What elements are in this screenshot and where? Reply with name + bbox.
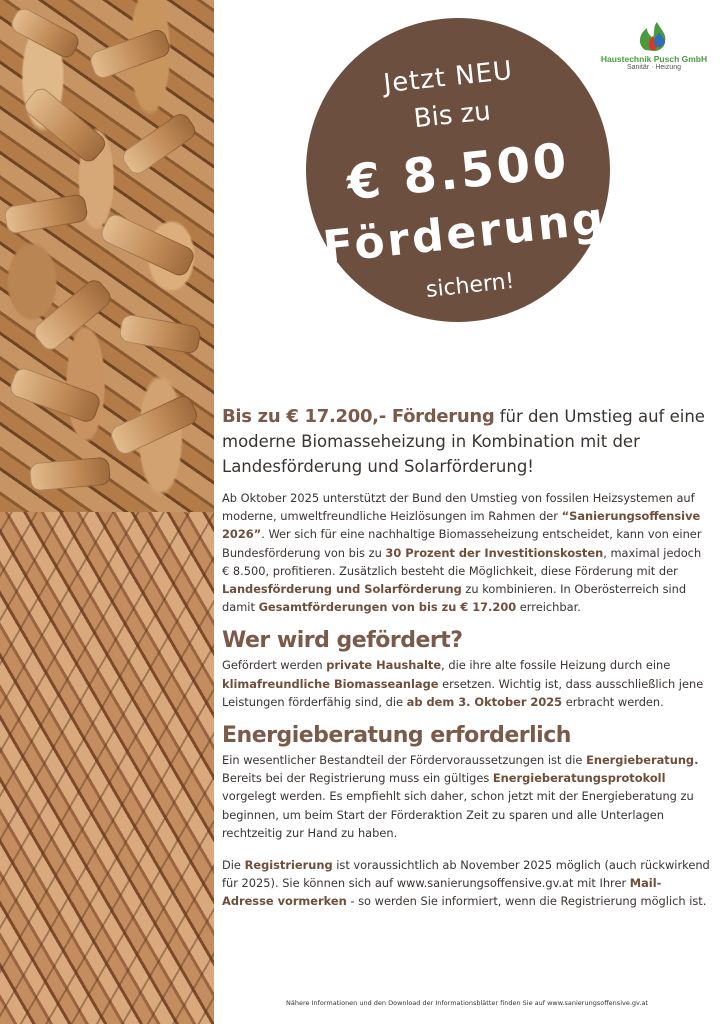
intro-text: , maximal jedoch € 8.500, profitieren. Zusätzlich besteht die Möglichkeit, diese Förderung mit der — [222, 545, 702, 578]
footer-note: Nähere Informationen und den Download der Informationsblätter finden Sie auf www.sanierungsoffensive.gv.at — [286, 999, 648, 1007]
photo-column — [0, 0, 214, 1024]
energy-text: Ein wesentlicher Bestandteil der Fördervoraussetzungen ist die — [222, 753, 587, 768]
who-text: erbracht werden. — [562, 694, 664, 709]
who-bold: private Haushalte — [326, 658, 442, 673]
registration-bold: Mail-Adresse vormerken — [222, 876, 662, 909]
company-logo — [596, 20, 712, 71]
who-text: ersetzen. Wichtig ist, dass ausschließlich jene Leistungen förderfähig sind, die — [222, 676, 704, 709]
badge-new: Jetzt NEU — [382, 55, 515, 100]
who-bold: klimafreundliche Biomasseanlage — [222, 676, 439, 691]
flame-drop-icon — [637, 20, 671, 52]
energy-bold: Energieberatung. — [586, 753, 699, 768]
intro-text: . Wer sich für eine nachhaltige Biomasseheizung entscheidet, kann von einer Bundesförderung von bis zu — [222, 527, 702, 560]
section-heading-energy: Energieberatung erforderlich — [222, 723, 571, 749]
badge-amount: € 8.500 — [344, 132, 572, 212]
wood-chips-image — [0, 512, 214, 1024]
intro-text: Ab Oktober 2025 unterstützt der Bund den Umstieg von fossilen Heizsystemen auf moderne, umweltfreundliche Heizlösungen im Rahmen der — [222, 491, 695, 524]
who-bold: ab dem 3. Oktober 2025 — [406, 694, 563, 709]
section-heading-who: Wer wird gefördert? — [222, 628, 463, 654]
who-text: , die ihre alte fossile Heizung durch eine — [441, 658, 671, 673]
intro-text: zu kombinieren. In Oberösterreich sind damit — [222, 582, 687, 615]
registration-bold: Registrierung — [244, 858, 333, 873]
registration-text: ist voraussichtlich ab November 2025 möglich (auch rückwirkend für 2025). Sie können sich auf www.sanierungsoffensive.gv.at mit Ihrer — [222, 858, 710, 891]
wood-pellets-image — [0, 0, 214, 512]
energy-text: vorgelegt werden. Es empfiehlt sich daher, schon jetzt mit der Energieberatung zu beginnen, um beim Start der Förderaktion Zeit zu sparen und alle Unterlagen rechtzeitig zur Hand zu haben. — [222, 789, 694, 840]
intro-text: erreichbar. — [516, 600, 581, 615]
who-text: Gefördert werden — [222, 658, 327, 673]
who-paragraph — [222, 656, 712, 711]
company-tagline: Sanitär · Heizung — [626, 64, 682, 71]
lead-paragraph — [222, 404, 712, 479]
registration-text: - so werden Sie informiert, wenn die Registrierung möglich ist. — [346, 894, 707, 909]
energy-paragraph — [222, 751, 712, 842]
intro-paragraph — [222, 489, 712, 616]
energy-text: Bereits bei der Registrierung muss ein gültiges — [222, 771, 493, 786]
company-name: Haustechnik Pusch GmbH — [600, 54, 708, 64]
badge-upto: Bis zu — [412, 96, 493, 135]
lead-text: für den Umstieg auf eine moderne Biomasseheizung in Kombination mit der Landesförderung und Solarförderung! — [222, 407, 705, 476]
intro-bold: “Sanierungsoffensive 2026” — [222, 509, 701, 542]
energy-bold: Energieberatungsprotokoll — [492, 771, 666, 786]
intro-bold: Landesförderung und Solarförderung — [222, 582, 462, 597]
intro-bold: Gesamtförderungen von bis zu € 17.200 — [258, 600, 517, 615]
badge-word: Förderung — [320, 192, 609, 274]
lead-highlight: Bis zu € 17.200,- Förderung — [222, 406, 495, 427]
registration-text: Die — [222, 858, 245, 873]
intro-bold: 30 Prozent der Investitionskosten — [385, 545, 604, 560]
promo-badge — [291, 3, 625, 337]
registration-paragraph — [222, 856, 712, 911]
main-content — [222, 404, 712, 911]
badge-secure: sichern! — [424, 268, 516, 303]
